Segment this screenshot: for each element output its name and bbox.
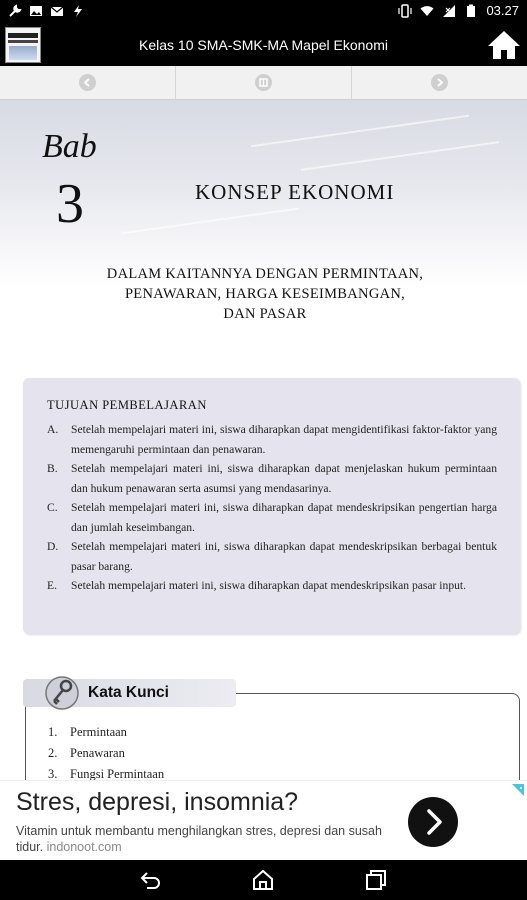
image-icon bbox=[29, 4, 43, 18]
key-terms-list bbox=[48, 722, 164, 780]
home-icon[interactable] bbox=[487, 29, 521, 61]
list-item: C. Setelah mempelajari materi ini, siswa diharapkan dapat mendeskripsikan pengertian harga dan jumlah keseimbangan. bbox=[47, 501, 497, 534]
document-page[interactable] bbox=[0, 100, 527, 780]
list-item: B. Setelah mempelajari materi ini, siswa diharapkan dapat menjelaskan hukum permintaan dan hukum penawaran serta asumsi yang mendasarinya. bbox=[47, 462, 497, 495]
subtitle-line: DAN PASAR bbox=[223, 306, 307, 322]
list-item: D. Setelah mempelajari materi ini, siswa diharapkan dapat mendeskripsikan berbagai bentuk pasar barang. bbox=[47, 540, 497, 573]
chapter-number: 3 bbox=[56, 173, 84, 235]
home-nav-icon[interactable] bbox=[251, 868, 275, 892]
system-nav-bar bbox=[0, 860, 527, 900]
key-terms-title: Kata Kunci bbox=[88, 684, 169, 701]
list-item: 2. Penawaran bbox=[48, 746, 125, 760]
status-time: 03.27 bbox=[486, 3, 519, 18]
ad-headline[interactable]: Stres, depresi, insomnia? bbox=[16, 788, 299, 816]
battery-icon bbox=[464, 4, 478, 18]
ad-body bbox=[16, 823, 396, 855]
ad-open-button[interactable] bbox=[408, 797, 458, 847]
wifi-icon bbox=[420, 4, 434, 18]
list-item: 3. Fungsi Permintaan bbox=[48, 767, 165, 780]
status-system bbox=[398, 3, 519, 18]
ad-banner[interactable] bbox=[0, 780, 527, 860]
list-item: E. Setelah mempelajari materi ini, siswa diharapkan dapat mendeskripsikan pasar input. bbox=[47, 579, 467, 592]
flash-icon bbox=[71, 4, 85, 18]
grid-icon bbox=[255, 74, 272, 91]
chapter-subtitle bbox=[30, 264, 500, 324]
mail-icon bbox=[50, 4, 64, 18]
app-bar bbox=[0, 24, 527, 66]
status-bar bbox=[0, 0, 527, 24]
signal-icon bbox=[442, 4, 456, 18]
learning-objectives-box bbox=[23, 378, 520, 634]
list-item: A. Setelah mempelajari materi ini, siswa diharapkan dapat mengidentifikasi faktor-faktor yang memengaruhi permintaan dan penawaran. bbox=[47, 423, 497, 456]
app-title: Kelas 10 SMA-SMK-MA Mapel Ekonomi bbox=[139, 37, 388, 53]
ad-body-text: Vitamin untuk membantu menghilangkan stres, depresi dan susah tidur. bbox=[16, 824, 382, 854]
recent-apps-icon[interactable] bbox=[364, 868, 388, 892]
next-page-button[interactable] bbox=[352, 66, 527, 99]
subtitle-line: DALAM KAITANNYA DENGAN PERMINTAAN, bbox=[106, 266, 424, 282]
prev-page-button[interactable] bbox=[0, 66, 176, 99]
vibrate-icon bbox=[398, 4, 412, 18]
subtitle-line: PENAWARAN, HARGA KESEIMBANGAN, bbox=[124, 286, 406, 302]
key-icon bbox=[44, 675, 80, 711]
chevron-right-icon bbox=[408, 797, 458, 847]
wrench-icon bbox=[8, 4, 22, 18]
back-icon[interactable] bbox=[139, 868, 163, 892]
list-item: 1. Permintaan bbox=[48, 725, 127, 739]
learning-objectives-heading: TUJUAN PEMBELAJARAN bbox=[47, 398, 207, 412]
status-notifications bbox=[8, 4, 85, 18]
arrow-right-icon bbox=[431, 74, 448, 91]
chapter-title: KONSEP EKONOMI bbox=[195, 180, 395, 204]
arrow-left-icon bbox=[79, 74, 96, 91]
page-index-button[interactable] bbox=[176, 66, 352, 99]
learning-objectives-list bbox=[47, 420, 497, 596]
page-nav-toolbar bbox=[0, 66, 527, 100]
ad-url[interactable]: indonoot.com bbox=[46, 840, 122, 854]
chapter-label: Bab bbox=[42, 128, 97, 165]
ad-info-icon[interactable] bbox=[512, 784, 524, 796]
